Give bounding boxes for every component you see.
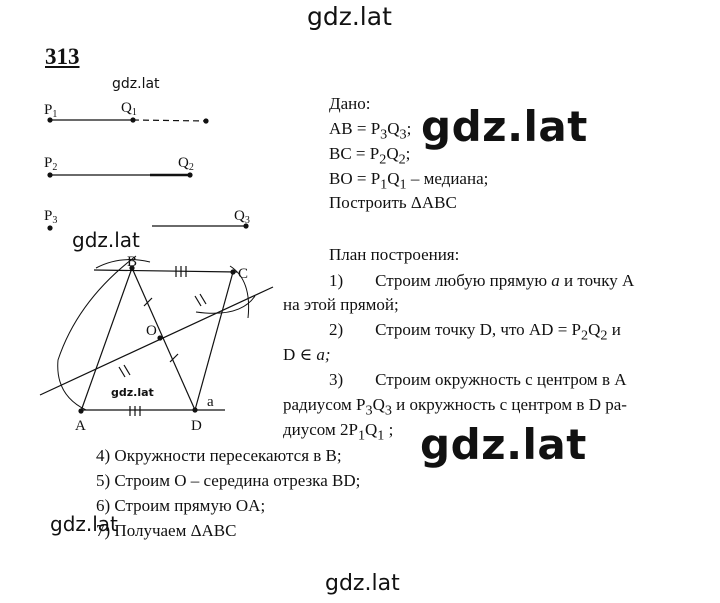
point-q1 [130,117,135,122]
label-q1: $Q_1$ [121,100,137,118]
plan-step-1-cont: на этой прямой; [283,295,399,314]
given-line-bo: BO = $P_1Q_1$ – медиана; [329,169,489,193]
given-construct: Построить ΔABC [329,193,457,212]
arc-left-large [58,256,136,410]
problem-number: 313 [45,44,80,69]
plan-step-2: 2) Строим точку D, что AD = $P_2Q_2$ и [329,320,621,344]
side-bd [132,268,195,410]
label-p2: $P_2$ [44,155,58,173]
plan-heading: План построения: [329,245,460,264]
plan-step-7: 7) Получаем ΔABC [96,521,237,540]
plan-step-1: 1) Строим любую прямую a и точку A [329,271,635,290]
tick-marks [119,266,206,416]
label-line-a: a [207,394,214,410]
line-oa-extended [40,287,273,395]
watermark-mid-left: gdz.lat [72,228,140,252]
given-line-bc: BC = $P_2Q_2$; [329,144,411,168]
given-heading: Дано: [329,94,371,113]
watermark-big-bottom: gdz.lat [420,420,587,469]
plan-step-3: 3) Строим окружность с центром в A [329,370,627,389]
side-ab [81,268,132,411]
plan-step-3-cont-2: диусом $2P_1Q_1$ ; [283,420,394,444]
point-a [78,408,83,413]
watermark-big-top: gdz.lat [421,102,588,151]
side-dc [195,272,233,410]
point-q1-end [203,118,208,123]
point-o [157,335,162,340]
watermark-small: gdz.lat [112,76,160,92]
plan-step-6: 6) Строим прямую OA; [96,496,266,515]
label-c: C [238,266,249,282]
segment-p1q1-dashed [133,120,206,121]
label-p3: $P_3$ [44,208,58,226]
plan-step-2-cont: D ∈ a; [283,345,331,364]
watermark-tiny: gdz.lat [111,386,154,399]
plan-step-3-cont-1: радиусом $P_3Q_3$ и окружность с центром в D ра- [283,395,627,419]
label-q3: $Q_3$ [234,208,250,226]
point-c [230,269,235,274]
label-p1: $P_1$ [44,102,58,120]
label-o: O [146,323,157,339]
point-d [192,407,197,412]
plan-step-5: 5) Строим O – середина отрезка BD; [96,471,361,490]
given-line-ab: AB = $P_3Q_3$; [329,119,412,143]
point-q2 [187,172,192,177]
watermark-top: gdz.lat [307,2,392,31]
watermark-left-bottom: gdz.lat [50,512,118,536]
label-a: A [75,418,86,434]
point-p3 [47,225,52,230]
label-b: B [127,254,138,270]
point-p2 [47,172,52,177]
plan-step-4: 4) Окружности пересекаются в B; [96,446,342,465]
line-bc [94,270,237,272]
label-q2: $Q_2$ [178,155,194,173]
watermark-bottom: gdz.lat [325,571,400,596]
label-d: D [191,418,202,434]
